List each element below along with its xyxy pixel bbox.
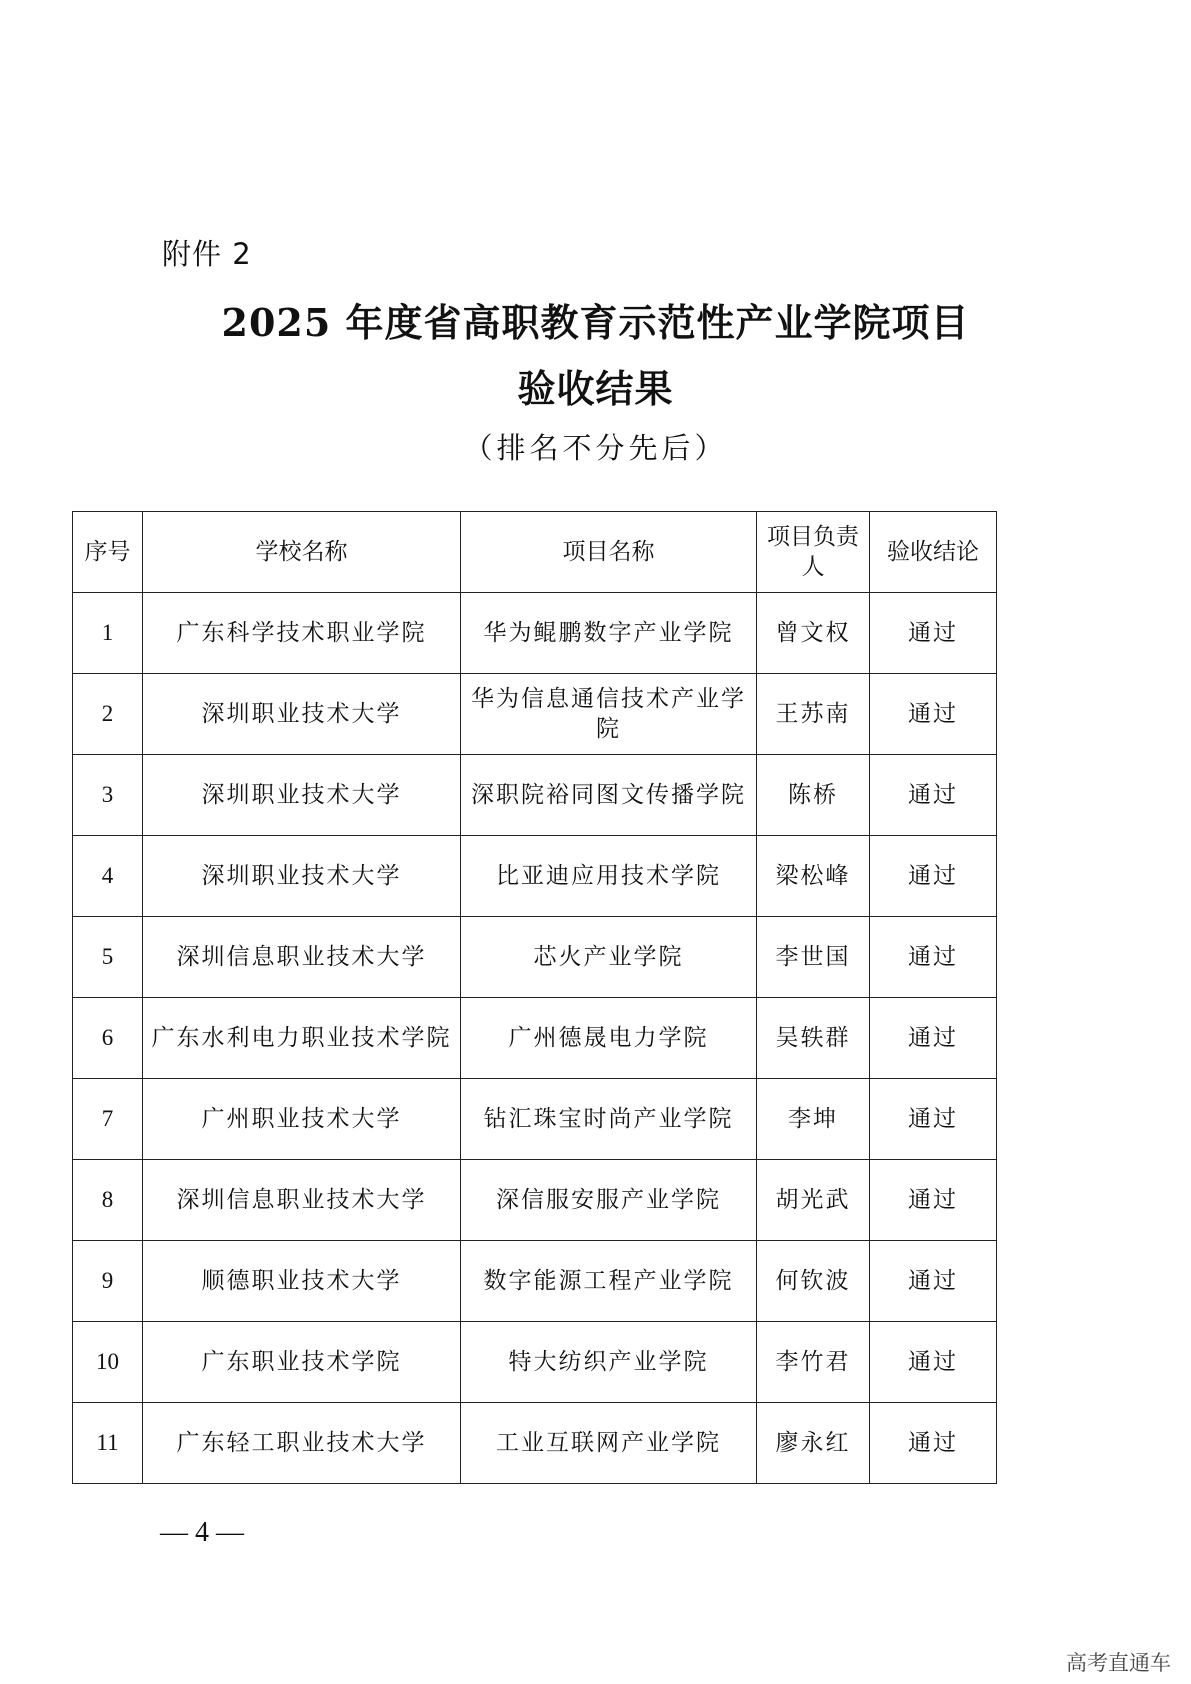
cell-number: 8 xyxy=(73,1160,143,1241)
column-header-project: 项目名称 xyxy=(461,512,757,593)
cell-result: 通过 xyxy=(870,1322,997,1403)
table-body xyxy=(73,593,997,1484)
cell-result: 通过 xyxy=(870,917,997,998)
table-row xyxy=(73,593,997,674)
cell-number: 10 xyxy=(73,1322,143,1403)
table-row xyxy=(73,755,997,836)
table-row xyxy=(73,1241,997,1322)
cell-number: 1 xyxy=(73,593,143,674)
column-header-result: 验收结论 xyxy=(870,512,997,593)
cell-result: 通过 xyxy=(870,755,997,836)
cell-school: 深圳职业技术大学 xyxy=(143,836,461,917)
cell-school: 深圳信息职业技术大学 xyxy=(143,1160,461,1241)
cell-leader: 王苏南 xyxy=(757,674,870,755)
cell-project: 数字能源工程产业学院 xyxy=(461,1241,757,1322)
cell-school: 深圳信息职业技术大学 xyxy=(143,917,461,998)
table-row xyxy=(73,1403,997,1484)
cell-leader: 陈桥 xyxy=(757,755,870,836)
cell-school: 广东水利电力职业技术学院 xyxy=(143,998,461,1079)
cell-number: 5 xyxy=(73,917,143,998)
cell-result: 通过 xyxy=(870,674,997,755)
cell-number: 11 xyxy=(73,1403,143,1484)
cell-project: 广州德晟电力学院 xyxy=(461,998,757,1079)
cell-school: 广东职业技术学院 xyxy=(143,1322,461,1403)
column-header-school: 学校名称 xyxy=(143,512,461,593)
cell-number: 2 xyxy=(73,674,143,755)
cell-project: 芯火产业学院 xyxy=(461,917,757,998)
cell-project: 深职院裕同图文传播学院 xyxy=(461,755,757,836)
cell-leader: 廖永红 xyxy=(757,1403,870,1484)
cell-result: 通过 xyxy=(870,1079,997,1160)
cell-school: 广州职业技术大学 xyxy=(143,1079,461,1160)
cell-leader: 李竹君 xyxy=(757,1322,870,1403)
cell-project: 钻汇珠宝时尚产业学院 xyxy=(461,1079,757,1160)
document-subtitle: （排名不分先后） xyxy=(463,431,728,465)
cell-leader: 曾文权 xyxy=(757,593,870,674)
cell-project: 特大纺织产业学院 xyxy=(461,1322,757,1403)
watermark: 高考直通车 xyxy=(1066,1651,1171,1675)
table-row xyxy=(73,917,997,998)
cell-result: 通过 xyxy=(870,836,997,917)
cell-project: 深信服安服产业学院 xyxy=(461,1160,757,1241)
cell-result: 通过 xyxy=(870,998,997,1079)
cell-number: 7 xyxy=(73,1079,143,1160)
results-table xyxy=(72,511,997,1484)
cell-school: 广东轻工职业技术大学 xyxy=(143,1403,461,1484)
cell-project: 工业互联网产业学院 xyxy=(461,1403,757,1484)
cell-school: 深圳职业技术大学 xyxy=(143,674,461,755)
table-header-row xyxy=(73,512,997,593)
table-row xyxy=(73,674,997,755)
document-title-line2: 验收结果 xyxy=(517,366,674,411)
document-title-line1: 2025 年度省高职教育示范性产业学院项目 xyxy=(221,300,970,345)
cell-number: 3 xyxy=(73,755,143,836)
cell-leader: 李世国 xyxy=(757,917,870,998)
cell-leader: 胡光武 xyxy=(757,1160,870,1241)
cell-school: 深圳职业技术大学 xyxy=(143,755,461,836)
cell-leader: 李坤 xyxy=(757,1079,870,1160)
cell-result: 通过 xyxy=(870,1403,997,1484)
cell-number: 6 xyxy=(73,998,143,1079)
cell-result: 通过 xyxy=(870,1160,997,1241)
cell-project: 华为信息通信技术产业学院 xyxy=(461,674,757,755)
cell-project: 比亚迪应用技术学院 xyxy=(461,836,757,917)
cell-school: 顺德职业技术大学 xyxy=(143,1241,461,1322)
table-row xyxy=(73,836,997,917)
table-row xyxy=(73,1079,997,1160)
cell-leader: 吴轶群 xyxy=(757,998,870,1079)
cell-result: 通过 xyxy=(870,593,997,674)
attachment-label: 附件 2 xyxy=(162,237,252,271)
cell-number: 4 xyxy=(73,836,143,917)
column-header-leader: 项目负责人 xyxy=(757,512,870,593)
cell-project: 华为鲲鹏数字产业学院 xyxy=(461,593,757,674)
cell-number: 9 xyxy=(73,1241,143,1322)
table-row xyxy=(73,1160,997,1241)
cell-leader: 梁松峰 xyxy=(757,836,870,917)
cell-result: 通过 xyxy=(870,1241,997,1322)
cell-school: 广东科学技术职业学院 xyxy=(143,593,461,674)
cell-leader: 何钦波 xyxy=(757,1241,870,1322)
page-number: — 4 — xyxy=(160,1517,244,1548)
table-row xyxy=(73,1322,997,1403)
table-row xyxy=(73,998,997,1079)
column-header-number: 序号 xyxy=(73,512,143,593)
